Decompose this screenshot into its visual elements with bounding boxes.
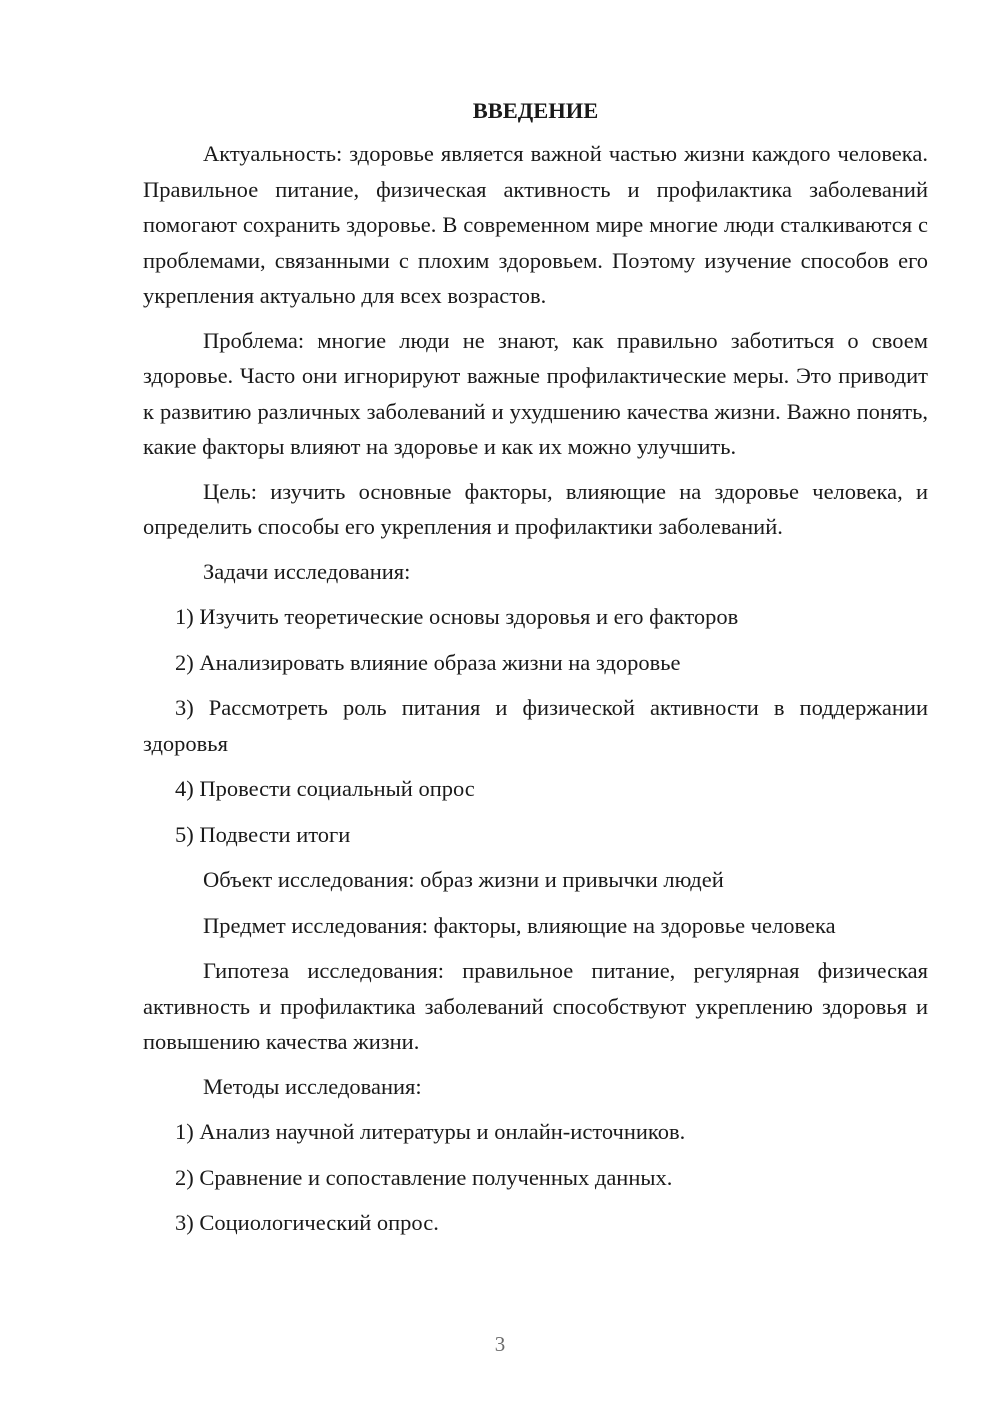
object-line: Объект исследования: образ жизни и привычки людей bbox=[203, 867, 724, 892]
list-item: 1) Изучить теоретические основы здоровья и его факторов bbox=[175, 604, 739, 629]
page-number: 3 bbox=[494, 1332, 506, 1356]
relevance-paragraph: Актуальность: здоровье является важной частью жизни каждого человека. Правильное питание, физическая активность и профилактика заболеваний помогают сохранить здоровье. В современном мире многие люди сталкиваются с проблемами, связанными с плохим здоровьем. Поэтому изучение способов его укрепления актуально для всех возрастов. bbox=[143, 141, 928, 308]
list-item: 2) Сравнение и сопоставление полученных данных. bbox=[175, 1164, 673, 1190]
hypothesis-paragraph: Гипотеза исследования: правильное питание, регулярная физическая активность и профилактика заболеваний способствуют укреплению здоровья и повышению качества жизни. bbox=[143, 958, 928, 1054]
list-item: 3) Рассмотреть роль питания и физической активности в поддержании здоровья bbox=[143, 695, 928, 756]
methods-heading: Методы исследования: bbox=[203, 1073, 422, 1099]
page-title: ВВЕДЕНИЕ bbox=[472, 98, 599, 123]
list-item: 5) Подвести итоги bbox=[175, 821, 351, 847]
goal-paragraph: Цель: изучить основные факторы, влияющие на здоровье человека, и определить способы его укрепления и профилактики заболеваний. bbox=[143, 478, 928, 539]
subject-line: Предмет исследования: факторы, влияющие на здоровье человека bbox=[203, 912, 836, 938]
tasks-heading: Задачи исследования: bbox=[203, 558, 411, 584]
list-item: 3) Социологический опрос. bbox=[175, 1210, 439, 1235]
list-item: 4) Провести социальный опрос bbox=[175, 776, 475, 801]
tasks-list bbox=[143, 599, 928, 852]
list-item: 1) Анализ научной литературы и онлайн-источников. bbox=[175, 1119, 686, 1144]
list-item: 2) Анализировать влияние образа жизни на здоровье bbox=[175, 649, 681, 675]
methods-list bbox=[143, 1114, 928, 1241]
problem-paragraph: Проблема: многие люди не знают, как правильно заботиться о своем здоровье. Часто они игнорируют важные профилактические меры. Это приводит к развитию различных заболеваний и ухудшению качества жизни. Важно понять, какие факторы влияют на здоровье и как их можно улучшить. bbox=[143, 327, 928, 459]
document-page bbox=[143, 92, 928, 1251]
